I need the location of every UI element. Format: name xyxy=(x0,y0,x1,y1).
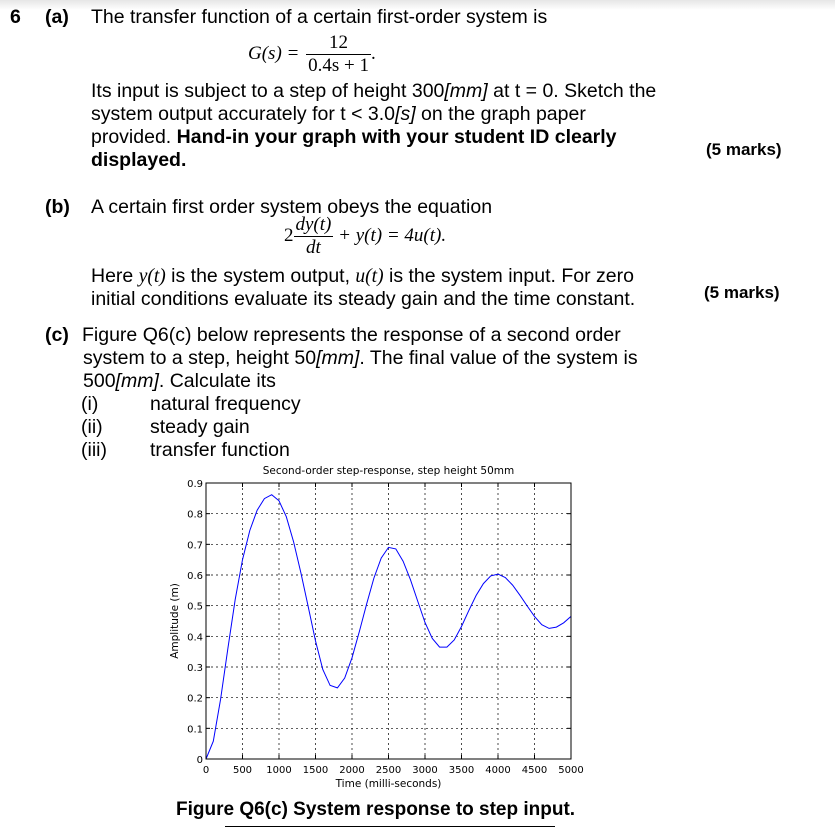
y-tick-label: 0.1 xyxy=(187,724,203,736)
x-tick-label: 4500 xyxy=(521,765,548,776)
x-axis-label: Time (milli-seconds) xyxy=(335,778,442,790)
divider-line xyxy=(225,826,555,827)
equation-denominator: 0.4s + 1 xyxy=(308,55,369,76)
x-tick-label: 2500 xyxy=(375,765,402,776)
part-b-intro: A certain first order system obeys the equation xyxy=(91,196,493,218)
part-c-line-3: 500[mm]. Calculate its xyxy=(83,370,276,392)
x-tick-label: 4000 xyxy=(485,765,511,776)
x-tick-label: 3000 xyxy=(412,765,438,776)
equation-rest: + y(t) = 4u(t). xyxy=(338,224,447,246)
equation-coefficient: 2 xyxy=(284,224,294,246)
step-response-chart xyxy=(160,460,600,805)
part-b-line-2: initial conditions evaluate its steady gain and the time constant. xyxy=(91,288,636,310)
part-c-line-1: Figure Q6(c) below represents the response of a second order xyxy=(82,324,621,346)
figure-caption: Figure Q6(c) System response to step input. xyxy=(176,799,576,820)
x-tick-label: 2000 xyxy=(339,765,365,776)
y-tick-label: 0.5 xyxy=(187,601,203,613)
part-c-line-2: system to a step, height 50[mm]. The final value of the system is xyxy=(83,347,638,369)
part-a-intro: The transfer function of a certain first-order system is xyxy=(91,6,548,28)
y-tick-label: 0.8 xyxy=(187,509,203,521)
part-a-label: (a) xyxy=(45,6,69,28)
x-tick-label: 0 xyxy=(202,765,210,776)
y-tick-label: 0 xyxy=(196,755,203,766)
part-b-equation xyxy=(284,214,446,259)
list-item-num: (iii) xyxy=(81,439,107,461)
part-a-line-2: system output accurately for t < 3.0[s] on the graph paper xyxy=(91,103,586,125)
x-tick-label: 3500 xyxy=(448,765,475,776)
chart-title: Second-order step-response, step height 50mm xyxy=(262,465,515,477)
y-tick-label: 0.2 xyxy=(187,693,203,705)
part-a-line-1: Its input is subject to a step of height 300[mm] at t = 0. Sketch the xyxy=(91,80,657,102)
y-tick-label: 0.7 xyxy=(187,540,203,552)
list-item-text: transfer function xyxy=(150,439,290,461)
x-tick-label: 1500 xyxy=(302,765,329,776)
part-b-label: (b) xyxy=(45,196,70,218)
y-axis-label: Amplitude (m) xyxy=(169,583,181,659)
equation-numerator: 12 xyxy=(329,32,349,53)
part-c-label: (c) xyxy=(45,324,69,346)
list-item-text: steady gain xyxy=(150,416,250,438)
x-tick-label: 1000 xyxy=(266,765,292,776)
y-tick-label: 0.3 xyxy=(187,663,203,674)
part-a-equation xyxy=(248,32,376,77)
list-item-num: (ii) xyxy=(81,416,103,438)
part-a-line-3: provided. Hand-in your graph with your student ID clearly xyxy=(91,126,617,148)
part-a-marks: (5 marks) xyxy=(706,140,782,159)
equation-lhs: G(s) = xyxy=(248,42,300,64)
y-tick-label: 0.9 xyxy=(187,479,203,490)
x-tick-label: 500 xyxy=(232,765,253,776)
list-item-text: natural frequency xyxy=(150,393,301,415)
y-tick-label: 0.6 xyxy=(187,571,203,582)
equation-end: . xyxy=(370,42,376,64)
equation-derivative xyxy=(294,214,334,259)
equation-fraction xyxy=(306,32,371,77)
derivative-denominator: dt xyxy=(294,236,334,259)
part-b-line-1: Here y(t) is the system output, u(t) is the system input. For zero xyxy=(91,265,634,287)
derivative-numerator: dy(t) xyxy=(295,214,332,235)
part-a-line-4: displayed. xyxy=(91,149,187,171)
question-number: 6 xyxy=(10,6,21,28)
x-tick-label: 5000 xyxy=(558,765,584,776)
part-b-marks: (5 marks) xyxy=(704,283,780,302)
y-tick-label: 0.4 xyxy=(187,632,203,644)
list-item-num: (i) xyxy=(81,393,99,415)
